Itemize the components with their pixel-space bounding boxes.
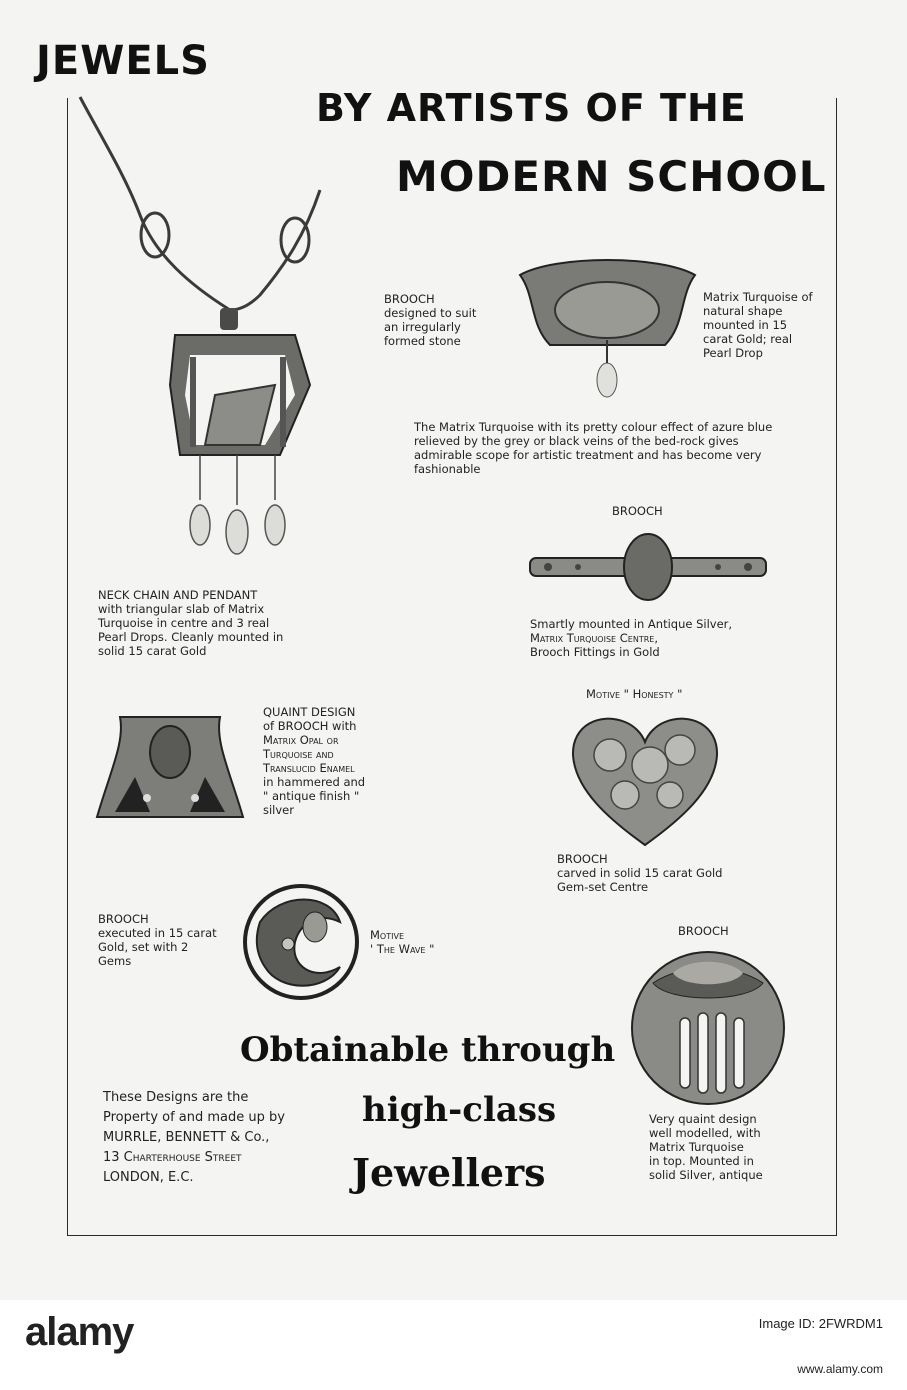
brooch-top-note: Matrix Turquoise of natural shape mounted in 15 carat Gold; real Pearl Drop <box>703 290 813 360</box>
brooch-bar-caption: Smartly mounted in Antique Silver, Matrix Turquoise Centre, Brooch Fittings in Gold <box>530 617 733 659</box>
pendant-caption: NECK CHAIN AND PENDANT with triangular slab of Matrix Turquoise in centre and 3 real Pearl Drops. Cleanly mounted in solid 15 carat Gold <box>98 588 284 658</box>
image-url: www.alamy.com <box>797 1362 883 1376</box>
obtainable-line-3: Jewellers <box>352 1150 546 1195</box>
pearl-drops <box>190 455 285 554</box>
brooch-bar-illustration <box>528 530 768 605</box>
stock-watermark-bar <box>0 1300 907 1390</box>
alamy-logo: alamy <box>25 1310 134 1354</box>
brooch-bar-title: BROOCH <box>612 504 663 518</box>
quaint-brooch-illustration <box>95 712 245 824</box>
brooch-top-illustration <box>515 255 700 400</box>
pendant-illustration <box>70 95 340 555</box>
heading-line-1: BY ARTISTS OF THE <box>316 86 747 130</box>
brooch-last-caption: Very quaint design well modelled, with Matrix Turquoise in top. Mounted in solid Silver, antique <box>649 1112 763 1182</box>
obtainable-line-1: Obtainable through <box>240 1030 616 1070</box>
wave-brooch-illustration <box>240 882 362 1002</box>
honesty-caption: BROOCH carved in solid 15 carat Gold Gem-set Centre <box>557 852 723 894</box>
wave-caption: BROOCH executed in 15 carat Gold, set with 2 Gems <box>98 912 217 968</box>
matrix-turquoise-note: The Matrix Turquoise with its pretty colour effect of azure blue relieved by the grey or black veins of the bed-rock gives admirable scope for artistic treatment and has become very fashionable <box>414 420 773 476</box>
brooch-last-title: BROOCH <box>678 924 729 938</box>
honesty-motive: Motive " Honesty " <box>586 687 683 701</box>
obtainable-line-2: high-class <box>362 1090 557 1130</box>
quaint-caption: QUAINT DESIGN of BROOCH with Matrix Opal or Turquoise and Translucid Enamel in hammered and " antique finish " silver <box>263 705 366 817</box>
maker-block: These Designs are the Property of and made up by MURRLE, BENNETT & Co., 13 Charterhouse Street LONDON, E.C. <box>103 1090 285 1185</box>
brooch-last-illustration <box>628 948 788 1108</box>
wave-motive: Motive ' The Wave " <box>370 928 435 956</box>
heading-line-2: MODERN SCHOOL <box>396 152 827 201</box>
image-id: Image ID: 2FWRDM1 <box>758 1316 883 1331</box>
heading-jewels: JEWELS <box>36 38 210 84</box>
honesty-brooch-illustration <box>570 710 720 850</box>
brooch-top-caption: BROOCH designed to suit an irregularly formed stone <box>384 292 477 348</box>
